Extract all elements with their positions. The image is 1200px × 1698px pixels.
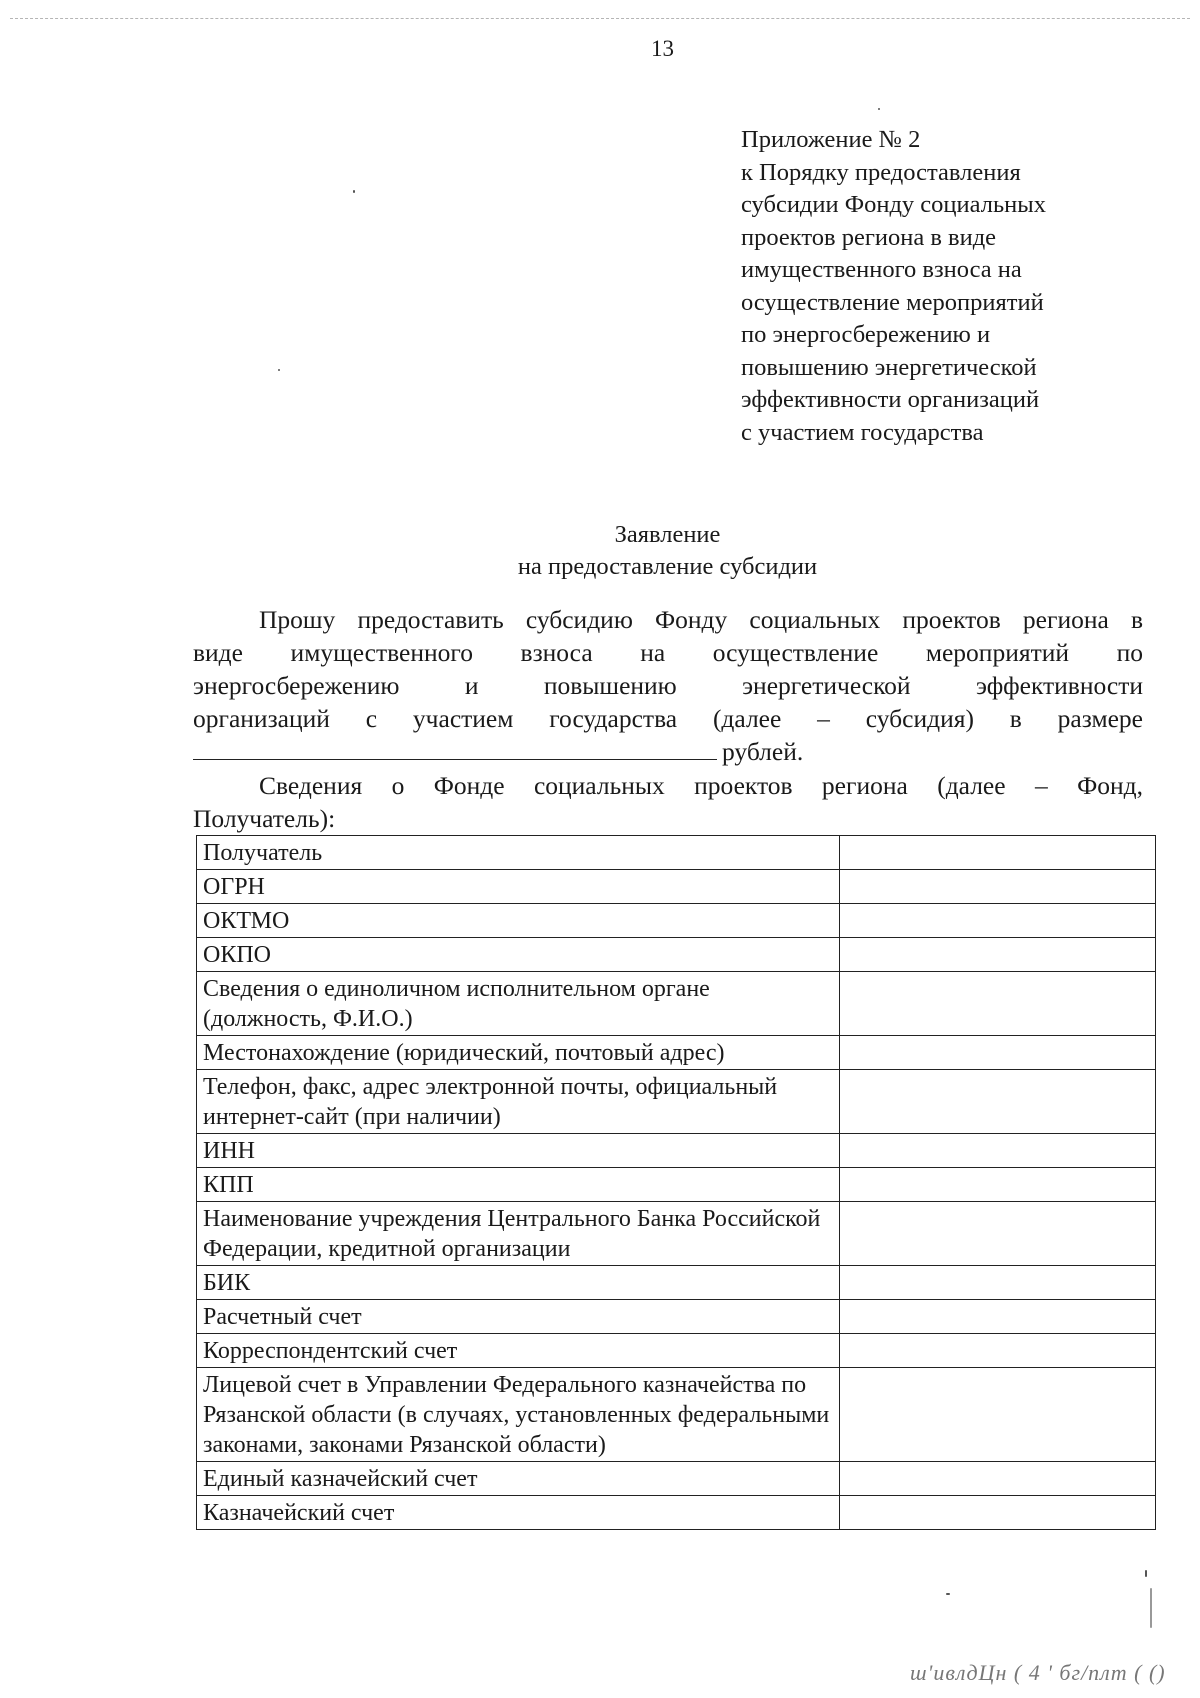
handwritten-note: ш'ивлдЦн ( 4 ' бг/плт ( () bbox=[910, 1660, 1166, 1685]
scan-speck bbox=[1145, 1570, 1147, 1577]
appendix-line: субсидии Фонду социальных bbox=[741, 191, 1046, 218]
table-row bbox=[197, 870, 1156, 904]
row-label: Единый казначейский счет bbox=[197, 1462, 840, 1496]
appendix-line: повышению энергетической bbox=[741, 353, 1037, 381]
row-value-field[interactable] bbox=[840, 1036, 1156, 1070]
appendix-line: осуществление мероприятий bbox=[741, 288, 1044, 316]
amount-blank-field[interactable] bbox=[193, 758, 717, 760]
row-value-field[interactable] bbox=[840, 1134, 1156, 1168]
appendix-line: Приложение № 2 bbox=[741, 126, 921, 153]
row-label: Расчетный счет bbox=[197, 1300, 840, 1334]
table-row bbox=[197, 1462, 1156, 1496]
recipient-info-table bbox=[196, 835, 1156, 1530]
row-label: Местонахождение (юридический, почтовый адрес) bbox=[197, 1036, 840, 1070]
row-value-field[interactable] bbox=[840, 1368, 1156, 1462]
row-value-field[interactable] bbox=[840, 972, 1156, 1036]
appendix-line: с участием государства bbox=[741, 418, 984, 446]
paragraph-line: организаций с участием государства (далее – субсидия) в размере bbox=[193, 704, 1143, 733]
row-value-field[interactable] bbox=[840, 870, 1156, 904]
table-row bbox=[197, 1134, 1156, 1168]
appendix-line: эффективности организаций bbox=[741, 386, 1040, 413]
table-row bbox=[197, 938, 1156, 972]
row-label: БИК bbox=[197, 1266, 840, 1300]
amount-line bbox=[193, 735, 1143, 768]
row-value-field[interactable] bbox=[840, 1070, 1156, 1134]
scan-speck bbox=[278, 369, 280, 371]
row-label: Лицевой счет в Управлении Федерального казначейства по Рязанской области (в случаях, установленных федеральными законами, законами Рязанской области) bbox=[197, 1368, 840, 1462]
table-row bbox=[197, 1334, 1156, 1368]
row-value-field[interactable] bbox=[840, 1334, 1156, 1368]
table-row bbox=[197, 1496, 1156, 1530]
table-row bbox=[197, 1070, 1156, 1134]
appendix-line: проектов региона в виде bbox=[741, 223, 997, 251]
row-label: Телефон, факс, адрес электронной почты, официальный интернет-сайт (при наличии) bbox=[197, 1070, 840, 1134]
table-row bbox=[197, 972, 1156, 1036]
appendix-line: по энергосбережению и bbox=[741, 321, 991, 348]
row-value-field[interactable] bbox=[840, 938, 1156, 972]
table-row bbox=[197, 1300, 1156, 1334]
row-label: КПП bbox=[197, 1168, 840, 1202]
paragraph-line: Получатель): bbox=[193, 804, 336, 833]
document-title: Заявление bbox=[614, 521, 721, 548]
scan-top-edge bbox=[10, 18, 1190, 19]
table-row bbox=[197, 836, 1156, 870]
scan-speck bbox=[1150, 1588, 1152, 1628]
row-label: ОГРН bbox=[197, 870, 840, 904]
paragraph-line: энергосбережению и повышению энергетической эффективности bbox=[193, 671, 1143, 700]
scan-speck bbox=[353, 190, 355, 193]
appendix-line: имущественного взноса на bbox=[741, 256, 1022, 283]
row-value-field[interactable] bbox=[840, 1168, 1156, 1202]
row-label: Наименование учреждения Центрального Банка Российской Федерации, кредитной организации bbox=[197, 1202, 840, 1266]
document-subtitle: на предоставление субсидии bbox=[517, 553, 818, 580]
scan-speck bbox=[878, 108, 880, 110]
row-label: Корреспондентский счет bbox=[197, 1334, 840, 1368]
row-value-field[interactable] bbox=[840, 1266, 1156, 1300]
row-value-field[interactable] bbox=[840, 904, 1156, 938]
row-value-field[interactable] bbox=[840, 836, 1156, 870]
table-row bbox=[197, 1036, 1156, 1070]
info-paragraph bbox=[193, 769, 1143, 835]
row-label: Получатель bbox=[197, 836, 840, 870]
row-label: ОКТМО bbox=[197, 904, 840, 938]
appendix-line: к Порядку предоставления bbox=[741, 158, 1021, 186]
row-value-field[interactable] bbox=[840, 1300, 1156, 1334]
table-row bbox=[197, 904, 1156, 938]
page-number: 13 bbox=[651, 36, 674, 61]
table-row bbox=[197, 1168, 1156, 1202]
row-label: ИНН bbox=[197, 1134, 840, 1168]
paragraph-line: Сведения о Фонде социальных проектов региона (далее – Фонд, bbox=[259, 771, 1143, 800]
row-value-field[interactable] bbox=[840, 1462, 1156, 1496]
row-label: Казначейский счет bbox=[197, 1496, 840, 1530]
table-row bbox=[197, 1368, 1156, 1462]
rubles-label: рублей. bbox=[722, 737, 804, 766]
paragraph-line: виде имущественного взноса на осуществление мероприятий по bbox=[193, 638, 1143, 667]
row-value-field[interactable] bbox=[840, 1496, 1156, 1530]
row-label: Сведения о единоличном исполнительном органе (должность, Ф.И.О.) bbox=[197, 972, 840, 1036]
scan-speck bbox=[946, 1593, 950, 1595]
table-row bbox=[197, 1266, 1156, 1300]
request-paragraph bbox=[193, 603, 1143, 773]
paragraph-line: Прошу предоставить субсидию Фонду социальных проектов региона в bbox=[259, 605, 1143, 634]
row-label: ОКПО bbox=[197, 938, 840, 972]
table-row bbox=[197, 1202, 1156, 1266]
appendix-header bbox=[741, 124, 1141, 449]
row-value-field[interactable] bbox=[840, 1202, 1156, 1266]
